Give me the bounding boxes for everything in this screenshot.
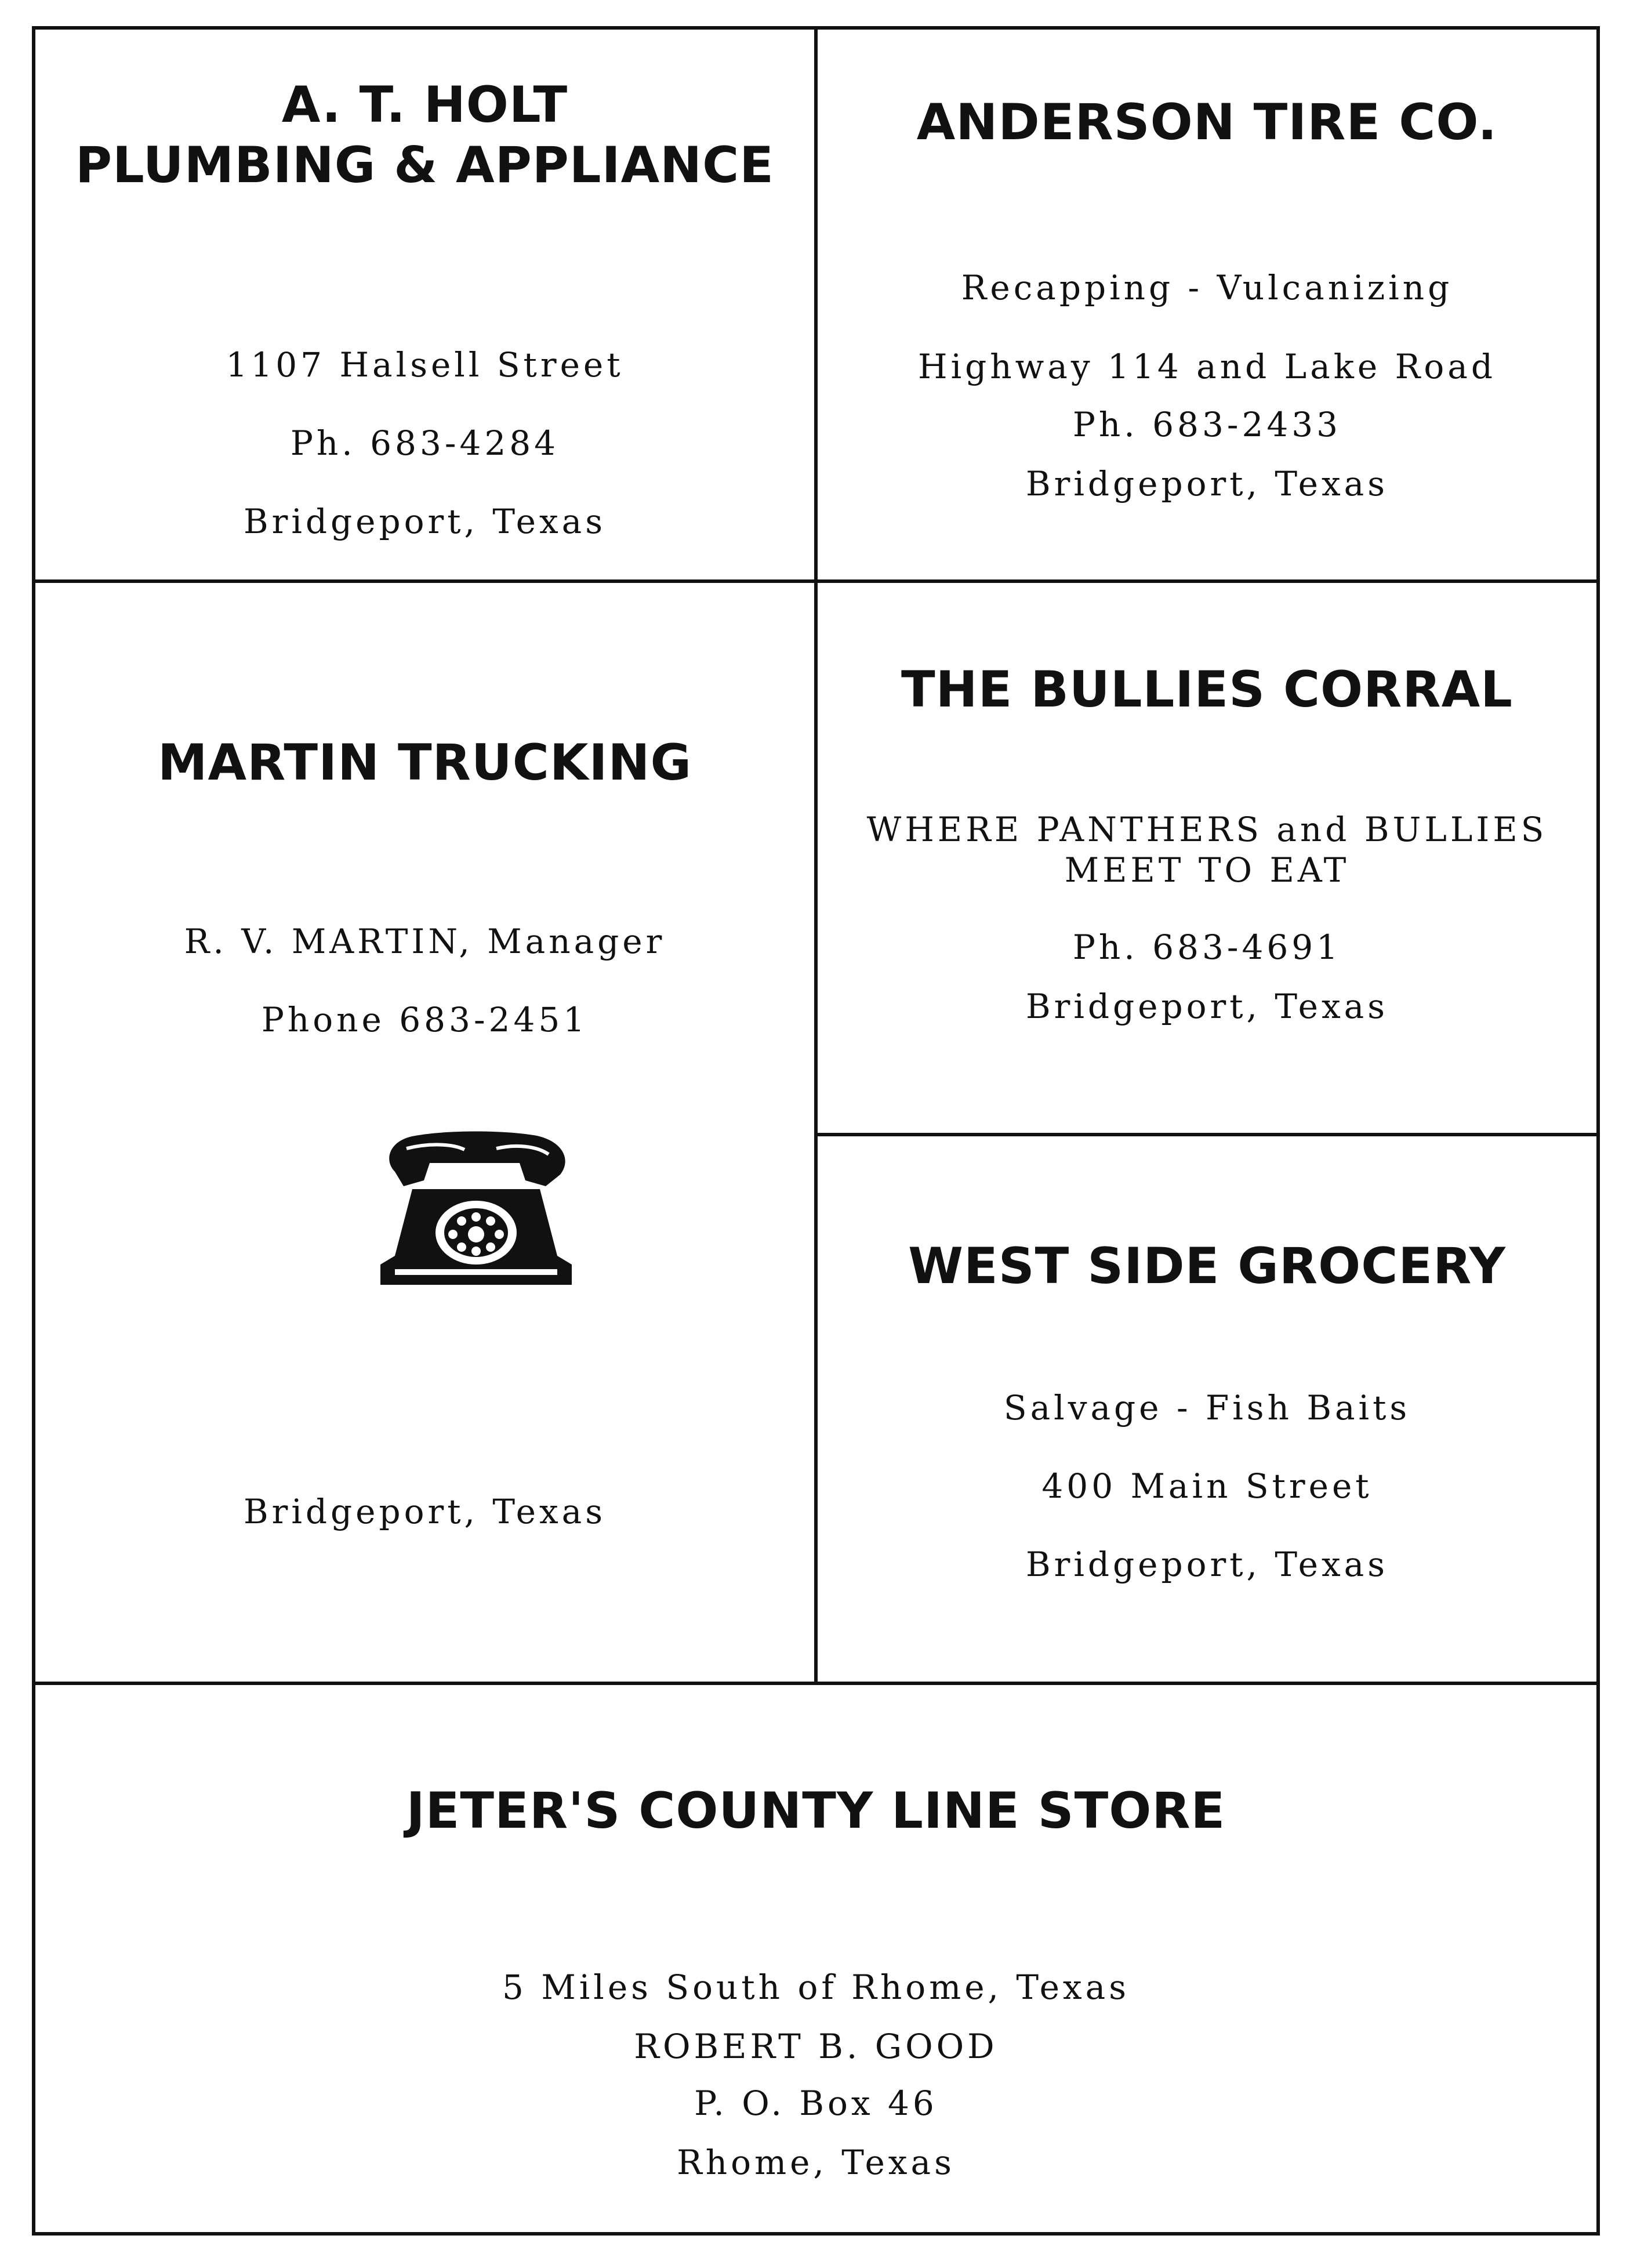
ad-address: 400 Main Street bbox=[1041, 1466, 1373, 1506]
telephone-icon bbox=[372, 1125, 580, 1299]
ad-box: P. O. Box 46 bbox=[694, 2084, 938, 2123]
ad-title: ANDERSON TIRE CO. bbox=[916, 93, 1498, 151]
ad-city: Bridgeport, Texas bbox=[244, 1492, 606, 1531]
ad-address: Highway 114 and Lake Road bbox=[918, 347, 1496, 386]
ad-anderson-tire bbox=[814, 26, 1600, 583]
ad-phone: Phone 683-2451 bbox=[261, 1000, 589, 1039]
ad-city: Rhome, Texas bbox=[677, 2143, 955, 2182]
ad-martin-trucking bbox=[32, 579, 818, 1685]
ad-title: THE BULLIES CORRAL bbox=[901, 661, 1513, 719]
ad-phone: Ph. 683-4284 bbox=[290, 423, 560, 463]
ad-title-line2: PLUMBING & APPLIANCE bbox=[75, 136, 774, 194]
ad-city: Bridgeport, Texas bbox=[1026, 987, 1388, 1026]
ad-services: Recapping - Vulcanizing bbox=[961, 268, 1453, 307]
ad-jeters-store bbox=[32, 1682, 1600, 2236]
ad-title: MARTIN TRUCKING bbox=[157, 734, 692, 792]
ad-phone: Ph. 683-2433 bbox=[1072, 405, 1342, 444]
ad-location: 5 Miles South of Rhome, Texas bbox=[502, 1968, 1130, 2007]
ad-title: WEST SIDE GROCERY bbox=[908, 1237, 1506, 1295]
ad-slogan-line1: WHERE PANTHERS and BULLIES bbox=[866, 810, 1548, 849]
ad-holt-plumbing bbox=[32, 26, 818, 583]
ad-phone: Ph. 683-4691 bbox=[1072, 928, 1342, 967]
ad-west-side-grocery bbox=[814, 1133, 1600, 1685]
ad-address: 1107 Halsell Street bbox=[226, 345, 624, 385]
ad-owner: ROBERT B. GOOD bbox=[634, 2027, 998, 2066]
ad-manager: R. V. MARTIN, Manager bbox=[184, 922, 666, 961]
ad-bullies-corral bbox=[814, 579, 1600, 1136]
ad-services: Salvage - Fish Baits bbox=[1003, 1388, 1411, 1428]
ad-city: Bridgeport, Texas bbox=[1026, 1545, 1388, 1584]
ad-slogan-line2: MEET TO EAT bbox=[1064, 850, 1350, 890]
ad-title-line1: A. T. HOLT bbox=[281, 76, 568, 134]
ad-city: Bridgeport, Texas bbox=[244, 502, 606, 541]
ad-title: JETER'S COUNTY LINE STORE bbox=[406, 1782, 1226, 1840]
ad-city: Bridgeport, Texas bbox=[1026, 464, 1388, 503]
